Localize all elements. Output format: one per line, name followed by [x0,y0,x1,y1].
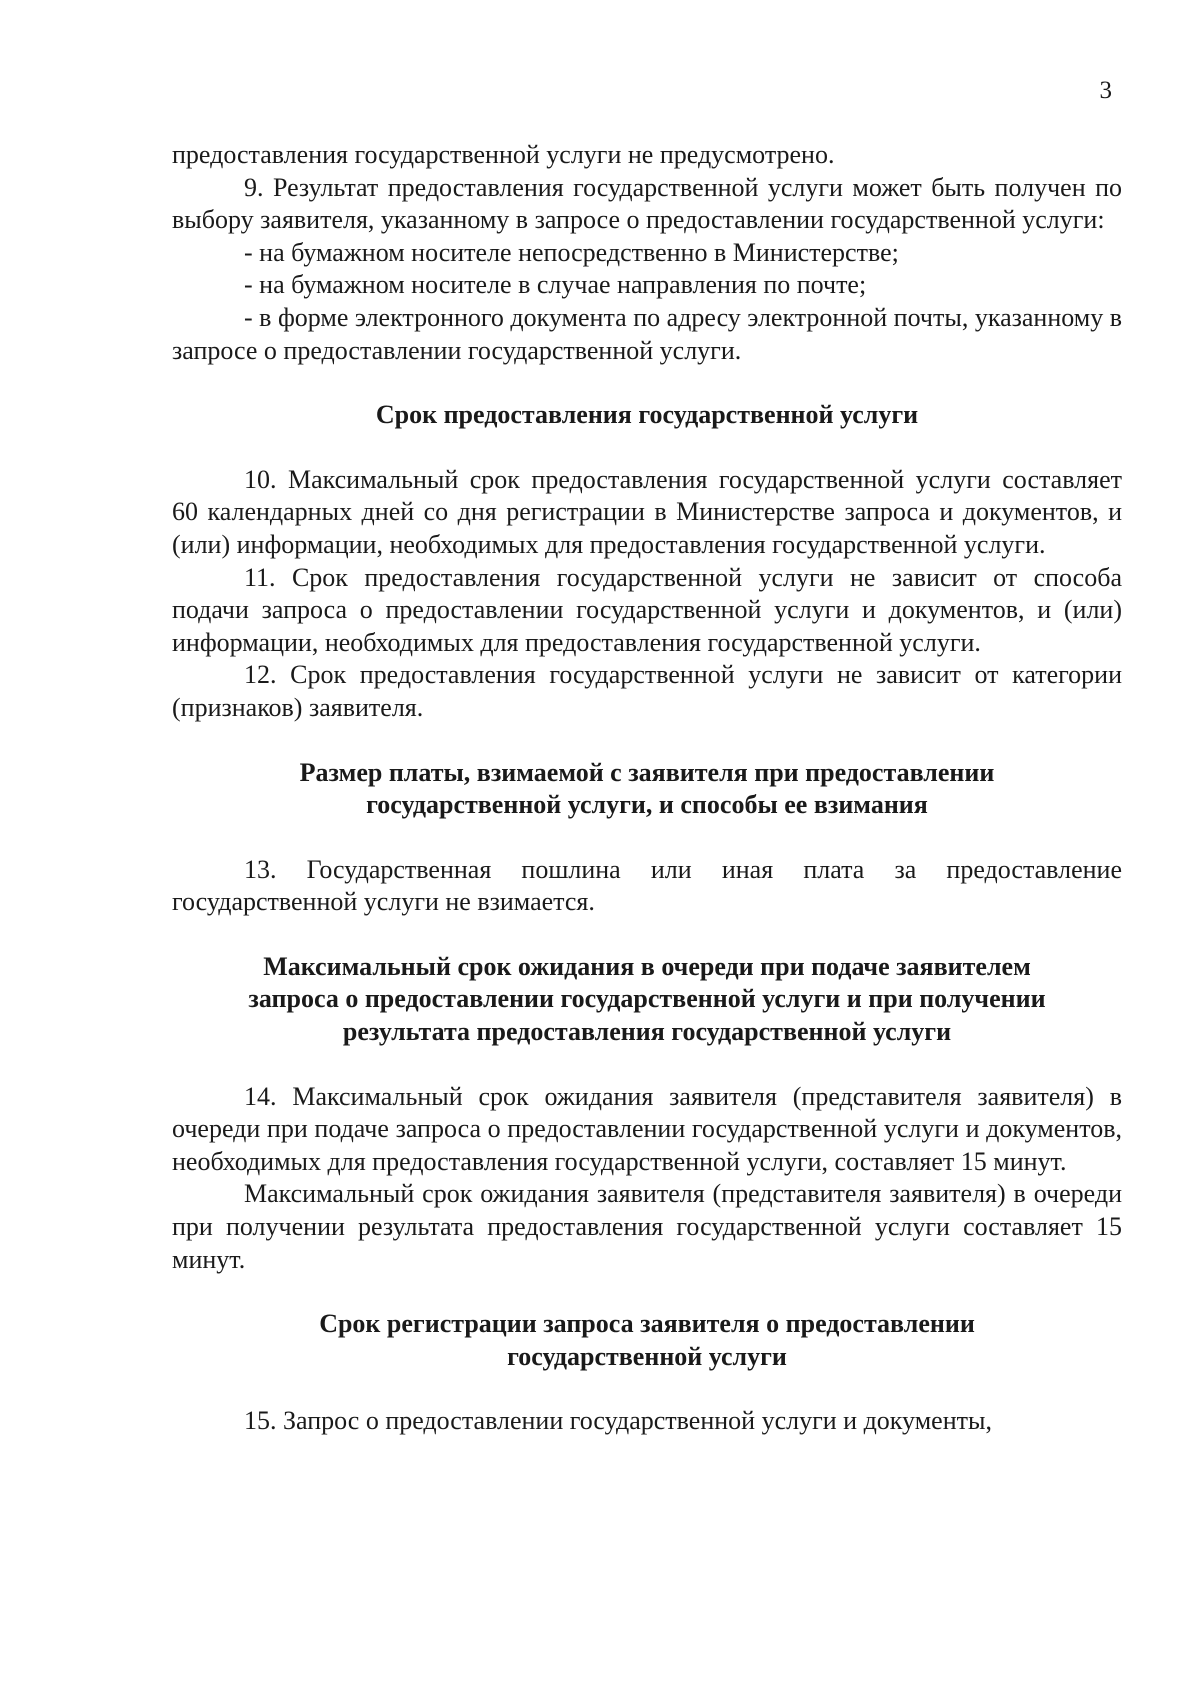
heading-line: государственной услуги [507,1341,787,1371]
section-heading-registration-term [172,1308,1122,1373]
heading-line: результата предоставления государственной услуги [342,1017,952,1047]
paragraph-11: 11. Срок предоставления государственной услуги не зависит от способа подачи запроса о предоставлении государственной услуги и документов, и (или) информации, необходимых для предоставления государственной услуги. [172,562,1122,657]
section-heading-service-term [172,399,1122,432]
paragraph-continuation: предоставления государственной услуги не предусмотрено. [172,140,835,169]
heading-line: Срок предоставления государственной услуги [375,400,919,430]
paragraph-15: 15. Запрос о предоставлении государственной услуги и документы, [244,1406,992,1436]
heading-line: государственной услуги, и способы ее взимания [366,790,928,820]
paragraph-14: 14. Максимальный срок ожидания заявителя (представителя заявителя) в очереди при подаче запроса о предоставлении государственной услуги и документов, необходимых для предоставления государственной услуги, составляет 15 минут. [172,1081,1122,1176]
paragraph-13: 13. Государственная пошлина или иная плата за предоставление государственной услуги не взимается. [172,854,1122,917]
list-item-electronic: - в форме электронного документа по адресу электронной почты, указанному в запросе о предоставлении государственной услуги. [172,302,1122,365]
heading-line: Срок регистрации запроса заявителя о предоставлении [319,1309,975,1339]
section-heading-queue-time [172,951,1122,1049]
paragraph-9: 9. Результат предоставления государственной услуги может быть получен по выбору заявителя, указанному в запросе о предоставлении государственной услуги: [172,172,1122,235]
heading-line: Максимальный срок ожидания в очереди при подаче заявителем [263,951,1031,981]
list-item-paper-ministry: - на бумажном носителе непосредственно в Министерстве; [244,237,899,267]
page-number: 3 [1099,77,1112,104]
section-heading-fee [172,757,1122,822]
heading-line: запроса о предоставлении государственной услуги и при получении [248,984,1046,1014]
paragraph-12: 12. Срок предоставления государственной услуги не зависит от категории (признаков) заявителя. [172,660,1122,722]
paragraph-14-continued: Максимальный срок ожидания заявителя (представителя заявителя) в очереди при получении результата предоставления государственной услуги составляет 15 минут. [172,1179,1122,1274]
heading-line: Размер платы, взимаемой с заявителя при предоставлении [299,757,995,787]
document-body [172,139,1122,1438]
list-item-paper-mail: - на бумажном носителе в случае направления по почте; [244,270,867,300]
paragraph-10: 10. Максимальный срок предоставления государственной услуги составляет 60 календарных дней со дня регистрации в Министерстве запроса и документов, и (или) информации, необходимых для предоставления государственной услуги. [172,464,1122,559]
